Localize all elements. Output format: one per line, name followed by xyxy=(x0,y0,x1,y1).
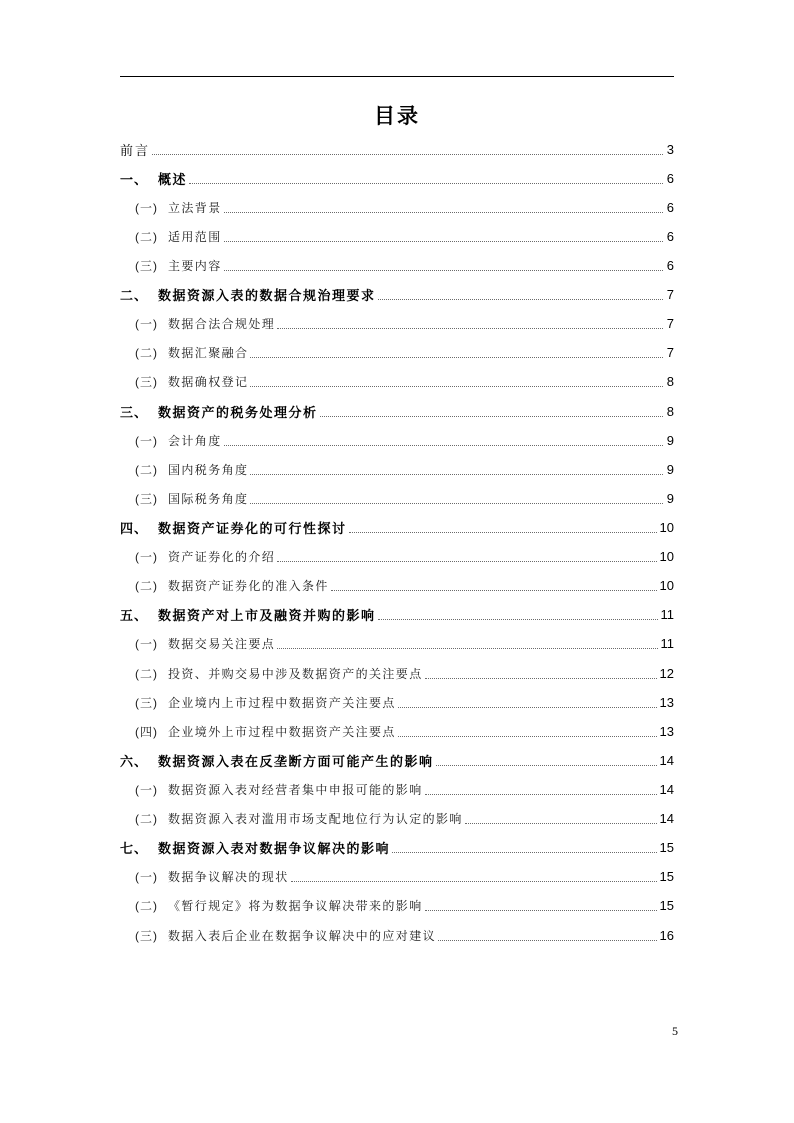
chapter-title: 数据资源入表对数据争议解决的影响 xyxy=(158,841,391,857)
preface-title: 前言 xyxy=(120,142,151,158)
toc-entry-section[interactable] xyxy=(120,804,674,833)
section-number: (二) xyxy=(135,899,158,914)
toc-entry-section[interactable] xyxy=(120,658,674,687)
section-number: (二) xyxy=(135,579,158,594)
dot-leader xyxy=(436,765,657,766)
section-number: (一) xyxy=(135,870,158,885)
chapter-number: 四、 xyxy=(120,520,149,536)
section-title: 《暂行规定》将为数据争议解决带来的影响 xyxy=(168,899,423,914)
section-page-number: 9 xyxy=(666,490,674,506)
dot-leader xyxy=(224,445,663,446)
preface-page-number: 3 xyxy=(666,141,674,157)
dot-leader xyxy=(398,736,657,737)
table-of-contents xyxy=(120,135,674,950)
toc-entry-chapter[interactable] xyxy=(120,164,674,193)
section-title: 数据资源入表对经营者集中申报可能的影响 xyxy=(168,782,423,797)
dot-leader xyxy=(250,503,663,504)
chapter-page-number: 8 xyxy=(666,403,674,419)
chapter-title: 数据资源入表的数据合规治理要求 xyxy=(158,288,376,304)
section-number: (一) xyxy=(135,782,158,797)
section-number: (三) xyxy=(135,695,158,710)
section-title: 国内税务角度 xyxy=(168,462,249,477)
dot-leader xyxy=(224,241,663,242)
dot-leader xyxy=(392,852,657,853)
dot-leader xyxy=(224,270,663,271)
section-page-number: 12 xyxy=(659,665,674,681)
dot-leader xyxy=(378,299,663,300)
chapter-page-number: 15 xyxy=(659,840,674,856)
toc-entry-section[interactable] xyxy=(120,309,674,338)
toc-title: 目录 xyxy=(374,105,420,128)
section-number: (二) xyxy=(135,462,158,477)
toc-entry-section[interactable] xyxy=(120,891,674,920)
section-title: 主要内容 xyxy=(168,258,222,273)
section-page-number: 10 xyxy=(659,578,674,594)
dot-leader xyxy=(250,386,663,387)
dot-leader xyxy=(224,212,663,213)
section-title: 资产证券化的介绍 xyxy=(168,550,276,565)
section-number: (一) xyxy=(135,550,158,565)
toc-entry-section[interactable] xyxy=(120,571,674,600)
chapter-number: 六、 xyxy=(120,753,149,769)
section-page-number: 14 xyxy=(659,811,674,827)
dot-leader xyxy=(277,648,657,649)
chapter-page-number: 11 xyxy=(660,607,674,623)
header-rule xyxy=(120,76,674,77)
toc-entry-chapter[interactable] xyxy=(120,746,674,775)
section-number: (三) xyxy=(135,258,158,273)
dot-leader xyxy=(425,678,657,679)
toc-entry-section[interactable] xyxy=(120,251,674,280)
section-title: 适用范围 xyxy=(168,229,222,244)
section-number: (四) xyxy=(135,724,158,739)
dot-leader xyxy=(250,474,663,475)
toc-entry-chapter[interactable] xyxy=(120,600,674,629)
footer-page-number: 5 xyxy=(672,1024,678,1038)
section-page-number: 6 xyxy=(666,228,674,244)
section-number: (一) xyxy=(135,637,158,652)
section-number: (一) xyxy=(135,317,158,332)
section-page-number: 16 xyxy=(659,927,674,943)
chapter-page-number: 7 xyxy=(666,287,674,303)
chapter-title: 数据资产对上市及融资并购的影响 xyxy=(158,608,376,624)
toc-entry-section[interactable] xyxy=(120,688,674,717)
section-page-number: 13 xyxy=(659,694,674,710)
toc-entry-section[interactable] xyxy=(120,862,674,891)
toc-entry-section[interactable] xyxy=(120,629,674,658)
dot-leader xyxy=(425,794,657,795)
section-title: 数据汇聚融合 xyxy=(168,346,249,361)
chapter-page-number: 10 xyxy=(659,519,674,535)
section-number: (三) xyxy=(135,491,158,506)
toc-entry-section[interactable] xyxy=(120,920,674,949)
section-number: (二) xyxy=(135,812,158,827)
chapter-number: 一、 xyxy=(120,171,149,187)
section-title: 数据交易关注要点 xyxy=(168,637,276,652)
chapter-title: 数据资产证券化的可行性探讨 xyxy=(158,520,347,536)
chapter-number: 二、 xyxy=(120,288,149,304)
toc-entry-section[interactable] xyxy=(120,775,674,804)
section-page-number: 7 xyxy=(666,345,674,361)
section-page-number: 15 xyxy=(659,898,674,914)
section-number: (三) xyxy=(135,375,158,390)
toc-entry-section[interactable] xyxy=(120,426,674,455)
section-number: (三) xyxy=(135,928,158,943)
section-title: 国际税务角度 xyxy=(168,491,249,506)
section-page-number: 6 xyxy=(666,257,674,273)
dot-leader xyxy=(277,561,656,562)
section-page-number: 15 xyxy=(659,869,674,885)
section-title: 投资、并购交易中涉及数据资产的关注要点 xyxy=(168,666,423,681)
dot-leader xyxy=(438,940,657,941)
chapter-number: 七、 xyxy=(120,841,149,857)
dot-leader xyxy=(250,357,663,358)
toc-entry-chapter[interactable] xyxy=(120,513,674,542)
dot-leader xyxy=(378,619,658,620)
dot-leader xyxy=(291,881,657,882)
section-title: 数据资产证券化的准入条件 xyxy=(168,579,329,594)
section-number: (二) xyxy=(135,666,158,681)
section-page-number: 9 xyxy=(666,461,674,477)
toc-entry-section[interactable] xyxy=(120,484,674,513)
section-page-number: 6 xyxy=(666,199,674,215)
toc-entry-preface[interactable] xyxy=(120,135,674,164)
dot-leader xyxy=(331,590,657,591)
toc-entry-section[interactable] xyxy=(120,338,674,367)
section-page-number: 7 xyxy=(666,316,674,332)
toc-entry-chapter[interactable] xyxy=(120,280,674,309)
section-number: (二) xyxy=(135,229,158,244)
chapter-page-number: 14 xyxy=(659,752,674,768)
section-page-number: 11 xyxy=(660,636,674,652)
section-title: 数据合法合规处理 xyxy=(168,317,276,332)
section-number: (一) xyxy=(135,200,158,215)
dot-leader xyxy=(465,823,657,824)
dot-leader xyxy=(349,532,657,533)
dot-leader xyxy=(277,328,663,329)
section-title: 企业境内上市过程中数据资产关注要点 xyxy=(168,695,396,710)
chapter-number: 五、 xyxy=(120,608,149,624)
chapter-number: 三、 xyxy=(120,404,149,420)
dot-leader xyxy=(320,416,663,417)
chapter-page-number: 6 xyxy=(666,170,674,186)
section-page-number: 10 xyxy=(659,549,674,565)
section-title: 数据确权登记 xyxy=(168,375,249,390)
chapter-title: 数据资产的税务处理分析 xyxy=(158,404,318,420)
toc-entry-chapter[interactable] xyxy=(120,833,674,862)
section-page-number: 9 xyxy=(666,432,674,448)
dot-leader xyxy=(398,707,657,708)
toc-entry-section[interactable] xyxy=(120,455,674,484)
chapter-title: 数据资源入表在反垄断方面可能产生的影响 xyxy=(158,753,434,769)
section-title: 企业境外上市过程中数据资产关注要点 xyxy=(168,724,396,739)
section-page-number: 8 xyxy=(666,374,674,390)
toc-entry-section[interactable] xyxy=(120,367,674,396)
chapter-title: 概述 xyxy=(158,171,188,187)
dot-leader xyxy=(152,154,663,155)
section-page-number: 14 xyxy=(659,781,674,797)
toc-entry-section[interactable] xyxy=(120,193,674,222)
dot-leader xyxy=(189,183,663,184)
section-page-number: 13 xyxy=(659,723,674,739)
section-title: 数据争议解决的现状 xyxy=(168,870,289,885)
section-title: 会计角度 xyxy=(168,433,222,448)
toc-entry-section[interactable] xyxy=(120,542,674,571)
section-number: (一) xyxy=(135,433,158,448)
section-title: 立法背景 xyxy=(168,200,222,215)
toc-entry-chapter[interactable] xyxy=(120,396,674,425)
toc-entry-section[interactable] xyxy=(120,222,674,251)
section-title: 数据资源入表对滥用市场支配地位行为认定的影响 xyxy=(168,812,463,827)
section-number: (二) xyxy=(135,346,158,361)
toc-entry-section[interactable] xyxy=(120,717,674,746)
section-title: 数据入表后企业在数据争议解决中的应对建议 xyxy=(168,928,437,943)
dot-leader xyxy=(425,910,657,911)
